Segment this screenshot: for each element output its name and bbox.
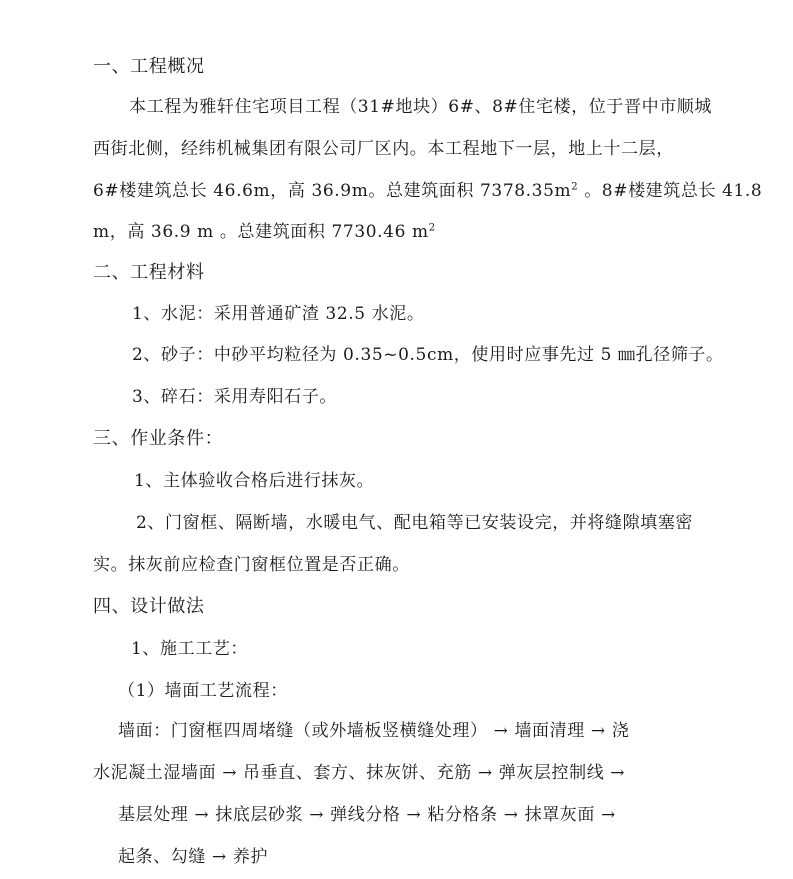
flow-line-4: 起条、勾缝 → 养护 xyxy=(118,847,269,867)
heading-project-overview: 一、工程概况 xyxy=(93,56,205,77)
overview-line-2: 西街北侧，经纬机械集团有限公司厂区内。本工程地下一层，地上十二层， xyxy=(93,139,674,159)
superscript-2: 2 xyxy=(571,181,579,193)
flow-line-3: 基层处理 → 抹底层砂浆 → 弹线分格 → 粘分格条 → 抹罩灰面 → xyxy=(118,805,616,825)
flow-line-2: 水泥凝土湿墙面 → 吊垂直、套方、抹灰饼、充筋 → 弹灰层控制线 → xyxy=(93,763,626,783)
materials-item-1: 1、水泥：采用普通矿渣 32.5 水泥。 xyxy=(132,304,425,324)
overview-line-4-text: m，高 36.9 m 。总建筑面积 7730.46 m xyxy=(93,222,429,242)
superscript-2: 2 xyxy=(428,222,436,234)
heading-work-conditions: 三、作业条件： xyxy=(93,428,224,449)
overview-line-4 xyxy=(93,221,436,243)
flow-line-1: 墙面：门窗框四周堵缝（或外墙板竖横缝处理） → 墙面清理 → 浇 xyxy=(118,721,630,741)
materials-item-3: 3、碎石：采用寿阳石子。 xyxy=(132,387,338,407)
conditions-item-2-cont: 实。抹灰前应检查门窗框位置是否正确。 xyxy=(93,555,410,575)
wall-process-flow-label: （1）墙面工艺流程： xyxy=(118,681,288,701)
overview-line-3 xyxy=(93,180,762,202)
overview-line-3-part-a: 6#楼建筑总长 46.6m，高 36.9m。总建筑面积 7378.35m xyxy=(93,181,572,201)
conditions-item-2: 2、门窗框、隔断墙，水暖电气、配电箱等已安装设完，并将缝隙填塞密 xyxy=(136,513,694,533)
heading-design-method: 四、设计做法 xyxy=(93,596,205,617)
construction-process-label: 1、施工工艺： xyxy=(131,639,249,659)
materials-item-2: 2、砂子：中砂平均粒径为 0.35~0.5cm，使用时应事先过 5 ㎜孔径筛子。 xyxy=(132,345,724,365)
conditions-item-1: 1、主体验收合格后进行抹灰。 xyxy=(134,471,375,491)
overview-line-1: 本工程为雅轩住宅项目工程（31#地块）6#、8#住宅楼，位于晋中市顺城 xyxy=(129,97,712,117)
overview-line-3-part-b: 。8#楼建筑总长 41.8 xyxy=(578,181,763,201)
heading-materials: 二、工程材料 xyxy=(93,262,205,283)
